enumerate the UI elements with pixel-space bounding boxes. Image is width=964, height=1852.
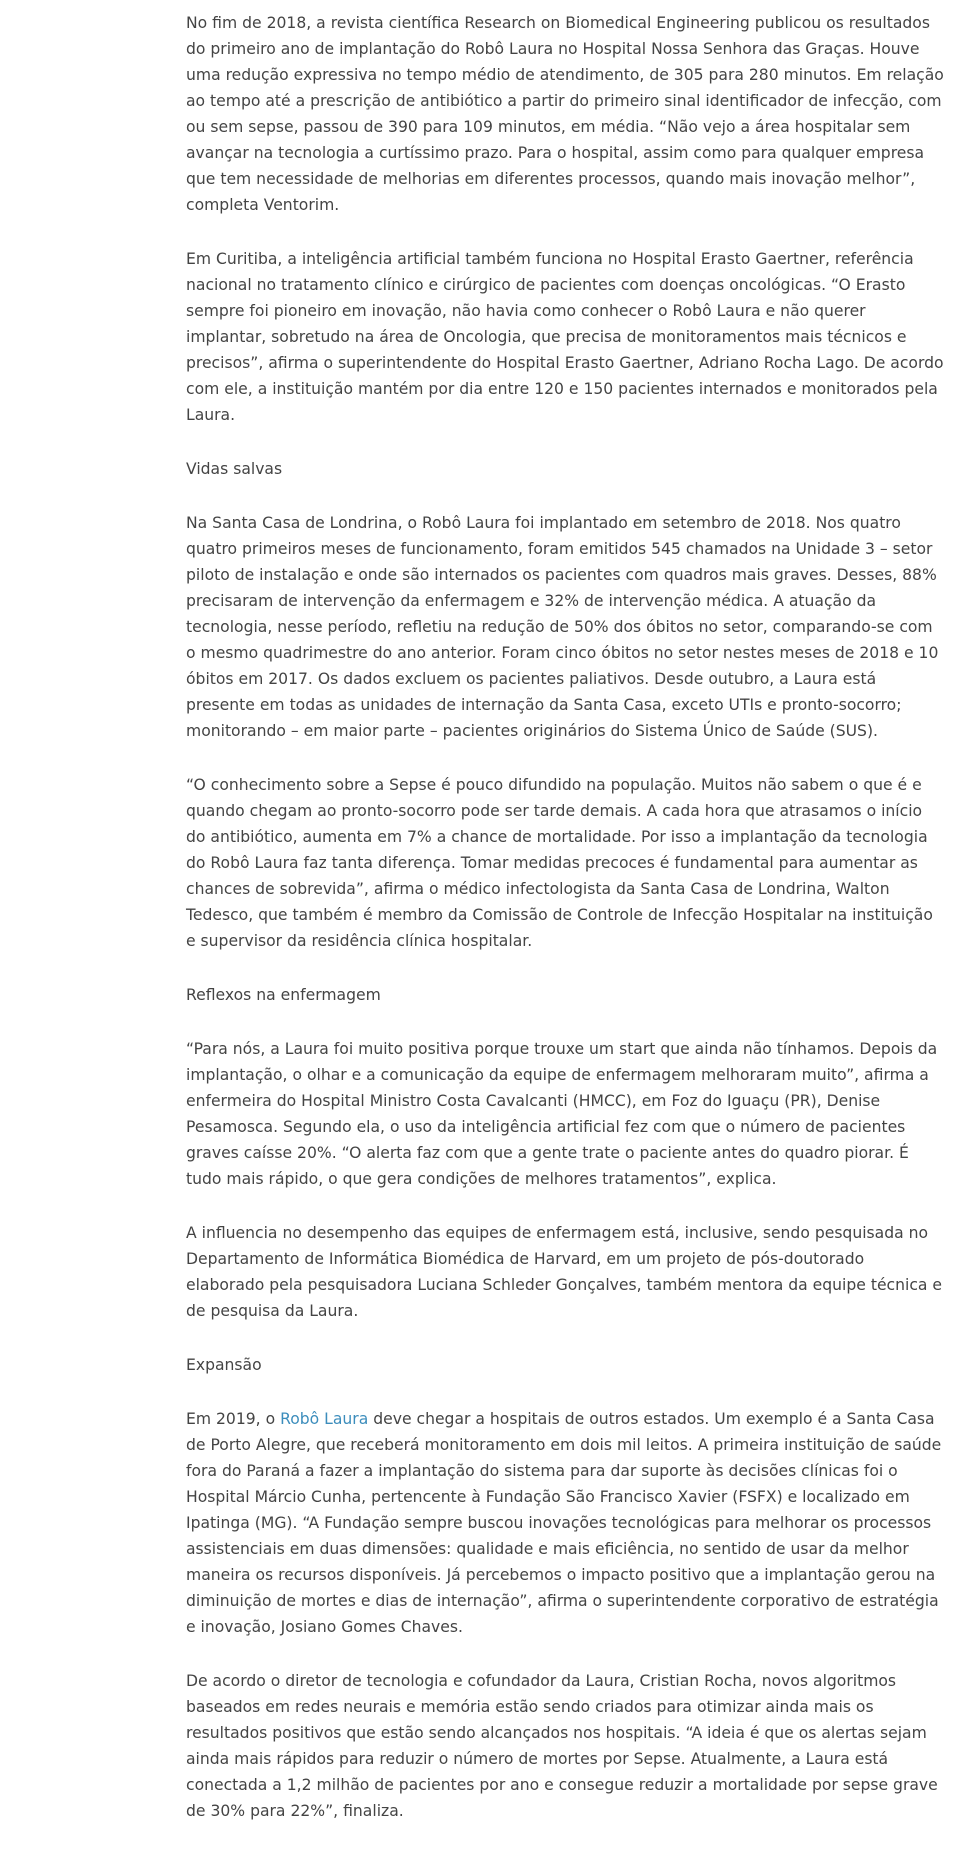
section-heading-expansao: Expansão bbox=[186, 1356, 262, 1374]
robo-laura-link[interactable]: Robô Laura bbox=[280, 1410, 369, 1428]
paragraph-curitiba: Em Curitiba, a inteligência artificial também funciona no Hospital Erasto Gaertner, referência nacional no tratamento clínico e cirúrgico de pacientes com doenças oncológicas. “O Erasto sempre foi pioneiro em inovação, não havia como conhecer o Robô Laura e não querer implantar, sobretudo na área de Oncologia, que precisa de monitoramentos mais técnicos e precisos”, afirma o superintendente do Hospital Erasto Gaertner, Adriano Rocha Lago. De acordo com ele, a instituição mantém por dia entre 120 e 150 pacientes internados e monitorados pela Laura. bbox=[186, 250, 944, 424]
paragraph-algorithms: De acordo o diretor de tecnologia e cofundador da Laura, Cristian Rocha, novos algoritmos baseados em redes neurais e memória estão sendo criados para otimizar ainda mais os resultados positivos que estão sendo alcançados nos hospitais. “A ideia é que os alertas sejam ainda mais rápidos para reduzir o número de mortes por Sepse. Atualmente, a Laura está conectada a 1,2 milhão de pacientes por ano e consegue reduzir a mortalidade por sepse grave de 30% para 22%”, finaliza. bbox=[186, 1672, 938, 1820]
section-heading-reflexos: Reflexos na enfermagem bbox=[186, 986, 381, 1004]
paragraph-expansion-start: Em 2019, o bbox=[186, 1410, 281, 1428]
paragraph-expansion bbox=[186, 1406, 946, 1640]
paragraph-londrina: Na Santa Casa de Londrina, o Robô Laura foi implantado em setembro de 2018. Nos quatro quatro primeiros meses de funcionamento, foram emitidos 545 chamados na Unidade 3 – setor piloto de instalação e onde são internados os pacientes com quadros mais graves. Desses, 88% precisaram de intervenção da enfermagem e 32% de intervenção médica. A atuação da tecnologia, nesse período, refletiu na redução de 50% dos óbitos no setor, comparando-se com o mesmo quadrimestre do ano anterior. Foram cinco óbitos no setor nestes meses de 2018 e 10 óbitos em 2017. Os dados excluem os pacientes paliativos. Desde outubro, a Laura está presente em todas as unidades de internação da Santa Casa, exceto UTIs e pronto-socorro; monitorando – em maior parte – pacientes originários do Sistema Único de Saúde (SUS). bbox=[186, 514, 939, 740]
paragraph-research-results: No fim de 2018, a revista científica Research on Biomedical Engineering publicou os resultados do primeiro ano de implantação do Robô Laura no Hospital Nossa Senhora das Graças. Houve uma redução expressiva no tempo médio de atendimento, de 305 para 280 minutos. Em relação ao tempo até a prescrição de antibiótico a partir do primeiro sinal identificador de infecção, com ou sem sepse, passou de 390 para 109 minutos, em média. “Não vejo a área hospitalar sem avançar na tecnologia a curtíssimo prazo. Para o hospital, assim como para qualquer empresa que tem necessidade de melhorias em diferentes processos, quando mais inovação melhor”, completa Ventorim. bbox=[186, 14, 944, 214]
paragraph-sepse-quote: “O conhecimento sobre a Sepse é pouco difundido na população. Muitos não sabem o que é e quando chegam ao pronto-socorro pode ser tarde demais. A cada hora que atrasamos o início do antibiótico, aumenta em 7% a chance de mortalidade. Por isso a implantação da tecnologia do Robô Laura faz tanta diferença. Tomar medidas precoces é fundamental para aumentar as chances de sobrevida”, afirma o médico infectologista da Santa Casa de Londrina, Walton Tedesco, que também é membro da Comissão de Controle de Infecção Hospitalar na instituição e supervisor da residência clínica hospitalar. bbox=[186, 776, 933, 950]
paragraph-harvard: A influencia no desempenho das equipes de enfermagem está, inclusive, sendo pesquisada no Departamento de Informática Biomédica de Harvard, em um projeto de pós-doutorado elaborado pela pesquisadora Luciana Schleder Gonçalves, também mentora da equipe técnica e de pesquisa da Laura. bbox=[186, 1224, 943, 1320]
section-heading-vidas-salvas: Vidas salvas bbox=[186, 460, 283, 478]
paragraph-enfermagem-quote: “Para nós, a Laura foi muito positiva porque trouxe um start que ainda não tínhamos. Depois da implantação, o olhar e a comunicação da equipe de enfermagem melhoraram muito”, afirma a enfermeira do Hospital Ministro Costa Cavalcanti (HMCC), em Foz do Iguaçu (PR), Denise Pesamosca. Segundo ela, o uso da inteligência artificial fez com que o número de pacientes graves caísse 20%. “O alerta faz com que a gente trate o paciente antes do quadro piorar. É tudo mais rápido, o que gera condições de melhores tratamentos”, explica. bbox=[186, 1040, 938, 1188]
article-body bbox=[186, 10, 946, 1852]
paragraph-expansion-rest: deve chegar a hospitais de outros estados. Um exemplo é a Santa Casa de Porto Alegre, que receberá monitoramento em dois mil leitos. A primeira instituição de saúde fora do Paraná a fazer a implantação do sistema para dar suporte às decisões clínicas foi o Hospital Márcio Cunha, pertencente à Fundação São Francisco Xavier (FSFX) e localizado em Ipatinga (MG). “A Fundação sempre buscou inovações tecnológicas para melhorar os processos assistenciais em duas dimensões: qualidade e mais eficiência, no sentido de usar da melhor maneira os recursos disponíveis. Já percebemos o impacto positivo que a implantação gerou na diminuição de mortes e dias de internação”, afirma o superintendente corporativo de estratégia e inovação, Josiano Gomes Chaves. bbox=[186, 1410, 942, 1636]
